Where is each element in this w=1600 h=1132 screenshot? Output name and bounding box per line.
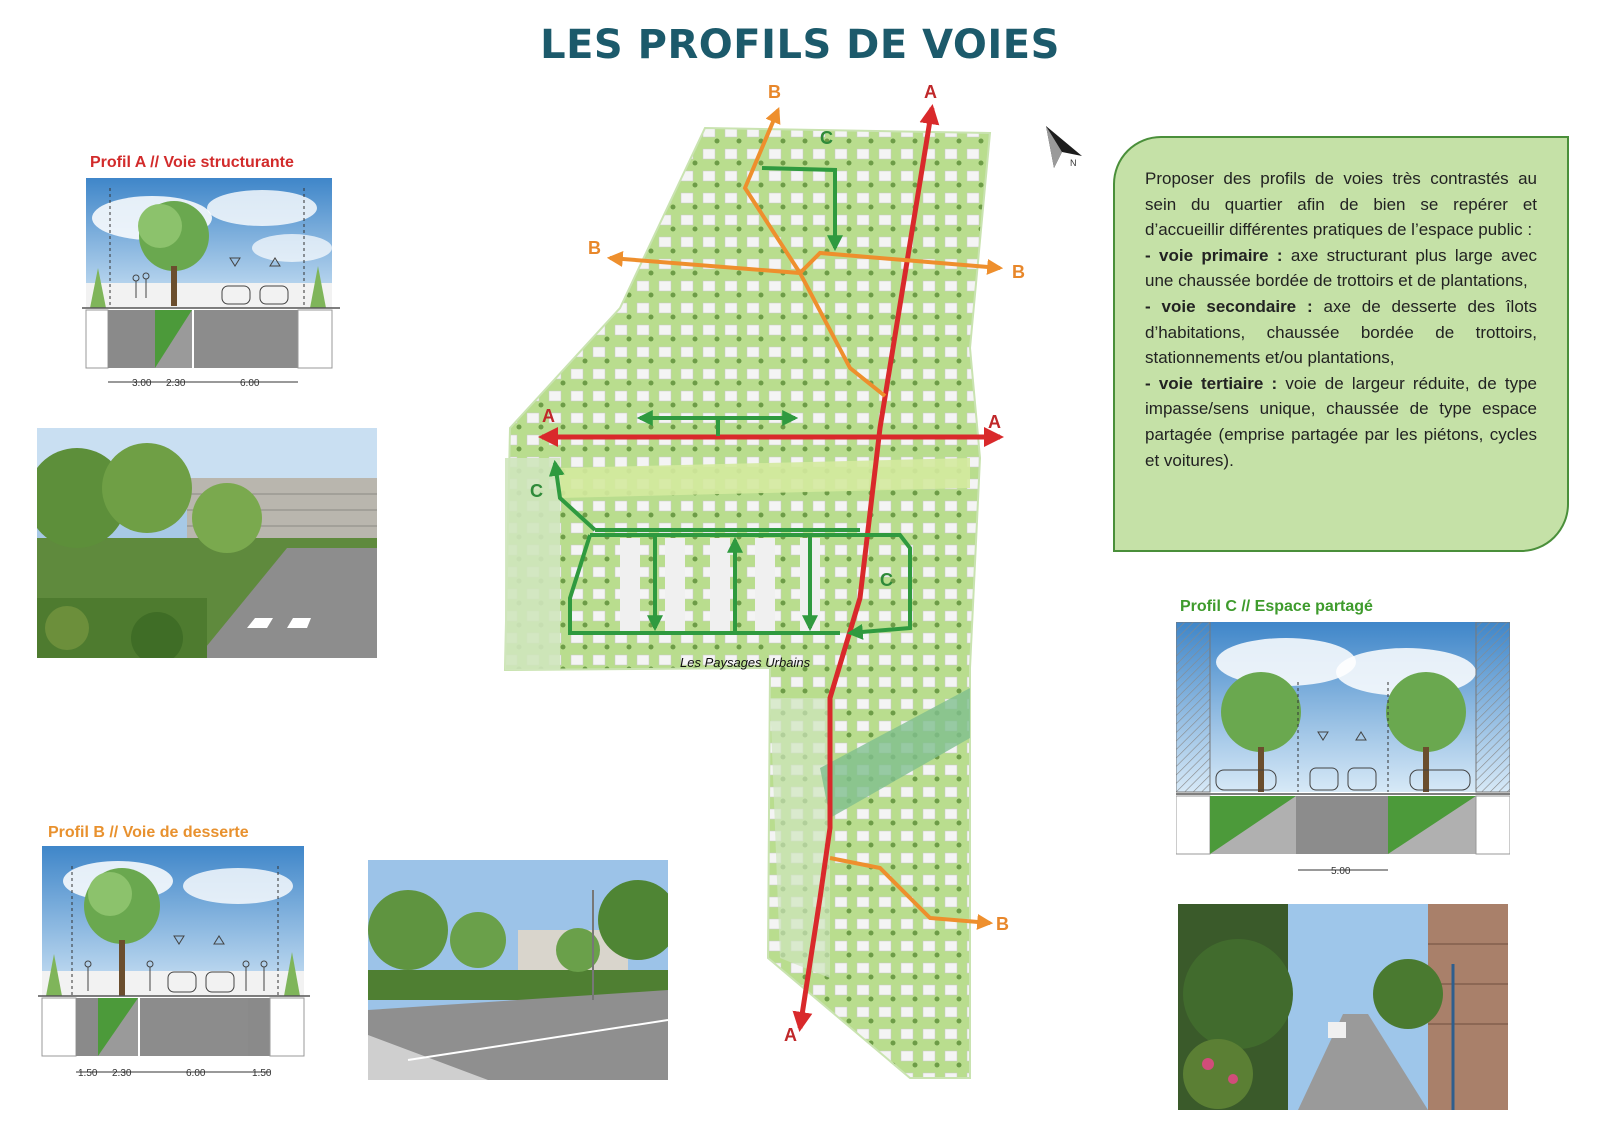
route-label-b: B xyxy=(1012,262,1025,282)
ground-band xyxy=(86,283,332,308)
intro-lead: Proposer des profils de voies très contrastés au sein du quartier afin de bien se repérer et d’accueillir différentes pratiques de l’espace public : xyxy=(1145,169,1537,240)
profile-a-section xyxy=(82,178,340,396)
dim-label: 6.00 xyxy=(240,378,260,389)
roadway xyxy=(194,310,298,368)
intro-item-text: voie de largeur réduite, de type impasse/sens unique, chaussée de type espace partagée (emprise partagée par les piétons, cycles et voitures). xyxy=(1145,373,1537,470)
dim-label: 5.00 xyxy=(1331,866,1351,877)
tree xyxy=(102,443,192,533)
route-label-c: C xyxy=(820,128,833,148)
route-label-c: C xyxy=(880,570,893,590)
shared-roadway xyxy=(1296,796,1388,854)
dim-label: 6.00 xyxy=(186,1068,206,1079)
intro-item-label: - voie tertiaire : xyxy=(1145,373,1278,393)
intro-item-label: - voie primaire : xyxy=(1145,245,1283,265)
intro-box xyxy=(1113,136,1569,552)
page-title: LES PROFILS DE VOIES xyxy=(540,22,1060,68)
cloud xyxy=(252,234,332,262)
facade xyxy=(1476,622,1510,792)
route-label-a: A xyxy=(542,406,555,426)
route-label-b: B xyxy=(588,238,601,258)
profile-b-section xyxy=(38,846,310,1088)
route-label-a: A xyxy=(924,82,937,102)
dim-label: 1.50 xyxy=(78,1068,98,1079)
dim-label: 2.30 xyxy=(112,1068,132,1079)
intro-item-text: axe de desserte des îlots d’habitations, chaussée bordée de trottoirs, stationnements et/ou plantations, xyxy=(1145,296,1537,368)
tree-trunk xyxy=(119,940,125,996)
profile-c-title: Profil C // Espace partagé xyxy=(1180,598,1373,615)
route-label-b: B xyxy=(768,82,781,102)
sidewalk xyxy=(108,310,155,368)
north-arrow-icon xyxy=(1040,122,1090,172)
cloud xyxy=(207,190,317,226)
tree-trunk xyxy=(171,266,177,306)
intro-item-label: - voie secondaire : xyxy=(1145,296,1313,316)
tree-crown xyxy=(1386,672,1466,752)
photo-espace-partage xyxy=(1178,904,1508,1110)
intro-item xyxy=(1145,243,1537,294)
tree xyxy=(192,483,262,553)
dim-label: 3.00 xyxy=(132,378,152,389)
north-label: N xyxy=(1070,158,1077,168)
dim-label: 1.50 xyxy=(252,1068,272,1079)
photo-voie-structurante xyxy=(37,428,377,658)
site-plan xyxy=(500,78,1100,1118)
tree-crown xyxy=(1221,672,1301,752)
intro-item xyxy=(1145,371,1537,473)
route-label-a: A xyxy=(784,1025,797,1045)
intro-item xyxy=(1145,294,1537,371)
plan-credit: Les Paysages Urbains xyxy=(680,655,811,670)
route-label-c: C xyxy=(530,481,543,501)
dim-label: 2.30 xyxy=(166,378,186,389)
profile-c-section xyxy=(1176,622,1510,884)
profile-a-title: Profil A // Voie structurante xyxy=(90,154,294,171)
profile-b-title: Profil B // Voie de desserte xyxy=(48,824,249,841)
route-label-b: B xyxy=(996,914,1009,934)
facade xyxy=(1176,622,1210,792)
route-label-a: A xyxy=(988,412,1001,432)
intro-item-text: axe structurant plus large avec une chaussée bordée de trottoirs et de plantations, xyxy=(1145,245,1537,291)
